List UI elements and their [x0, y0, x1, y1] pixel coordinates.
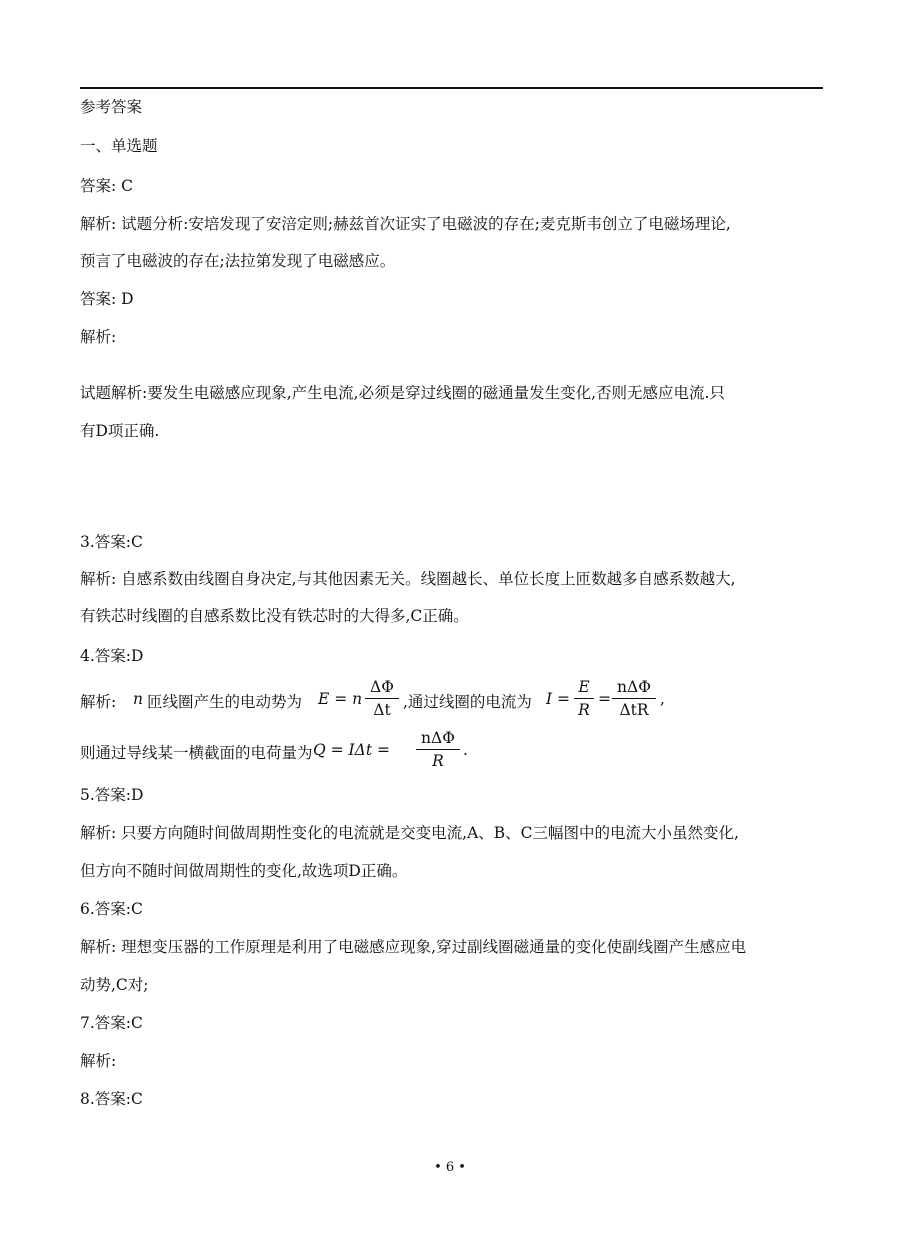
formula-q-eq: Q = IΔt = [313, 741, 391, 759]
answer-2: 答案: D [80, 290, 134, 308]
page-number: • 6 • [434, 1160, 466, 1175]
formula-charge-text: 则通过导线某一横截面的电荷量为 [80, 744, 313, 762]
analysis-5-line-1: 解析: 只要方向随时间做周期性变化的电流就是交变电流,A、B、C三幅图中的电流大小虽然变化, [80, 824, 739, 842]
analysis-7-label: 解析: [80, 1052, 117, 1070]
fraction-e-r: E R [574, 677, 594, 720]
analysis-1-line-1: 解析: 试题分析:安培发现了安涪定则;赫兹首次证实了电磁波的存在;麦克斯韦创立了电磁场理论, [80, 215, 731, 233]
fraction-numerator: ΔΦ [370, 678, 394, 696]
analysis-6-line-1: 解析: 理想变压器的工作原理是利用了电磁感应现象,穿过副线圈磁通量的变化使副线圈产生感应电 [80, 938, 747, 956]
analysis-1-line-2: 预言了电磁波的存在;法拉第发现了电磁感应。 [80, 252, 396, 270]
answer-7: 7.答案:C [80, 1014, 143, 1032]
analysis-5-line-2: 但方向不随时间做周期性的变化,故选项D正确。 [80, 862, 408, 880]
answer-3: 3.答案:C [80, 533, 143, 551]
fraction-denominator: Δt [373, 701, 391, 719]
formula-e-eq: E = n [318, 690, 363, 708]
analysis-6-line-2: 动势,C对; [80, 976, 149, 994]
formula-text-emf: 匝线圈产生的电动势为 [147, 693, 303, 711]
formula-period: . [463, 741, 468, 759]
analysis-2-line-2: 有D项正确. [80, 422, 160, 440]
formula-text-current: ,通过线圈的电流为 [403, 693, 532, 711]
analysis-4-label: 解析: [80, 693, 117, 711]
fraction-bar [365, 698, 399, 699]
analysis-2-label: 解析: [80, 328, 117, 346]
fraction-dphi-dt [365, 677, 399, 720]
answers-title: 参考答案 [80, 98, 143, 116]
fraction-ndphi-dtr: nΔΦ ΔtR [612, 677, 656, 720]
formula-comma: , [660, 690, 665, 708]
analysis-3-line-1: 解析: 自感系数由线圈自身决定,与其他因素无关。线圈越长、单位长度上匝数越多自感系数越大, [80, 570, 736, 588]
answer-4: 4.答案:D [80, 647, 144, 665]
formula-n: n [133, 690, 143, 708]
top-rule [80, 87, 823, 89]
answer-6: 6.答案:C [80, 900, 143, 918]
section-heading: 一、单选题 [80, 137, 158, 155]
formula-i-eq: I = [546, 690, 571, 708]
answer-8: 8.答案:C [80, 1090, 143, 1108]
analysis-2-line-1: 试题解析:要发生电磁感应现象,产生电流,必须是穿过线圈的磁通量发生变化,否则无感应电流.只 [80, 384, 725, 402]
answer-1: 答案: C [80, 177, 134, 195]
analysis-3-line-2: 有铁芯时线圈的自感系数比没有铁芯时的大得多,C正确。 [80, 607, 469, 625]
answer-5: 5.答案:D [80, 786, 144, 804]
fraction-ndphi-r: nΔΦ R [416, 728, 460, 771]
formula-equals: = [598, 690, 611, 708]
